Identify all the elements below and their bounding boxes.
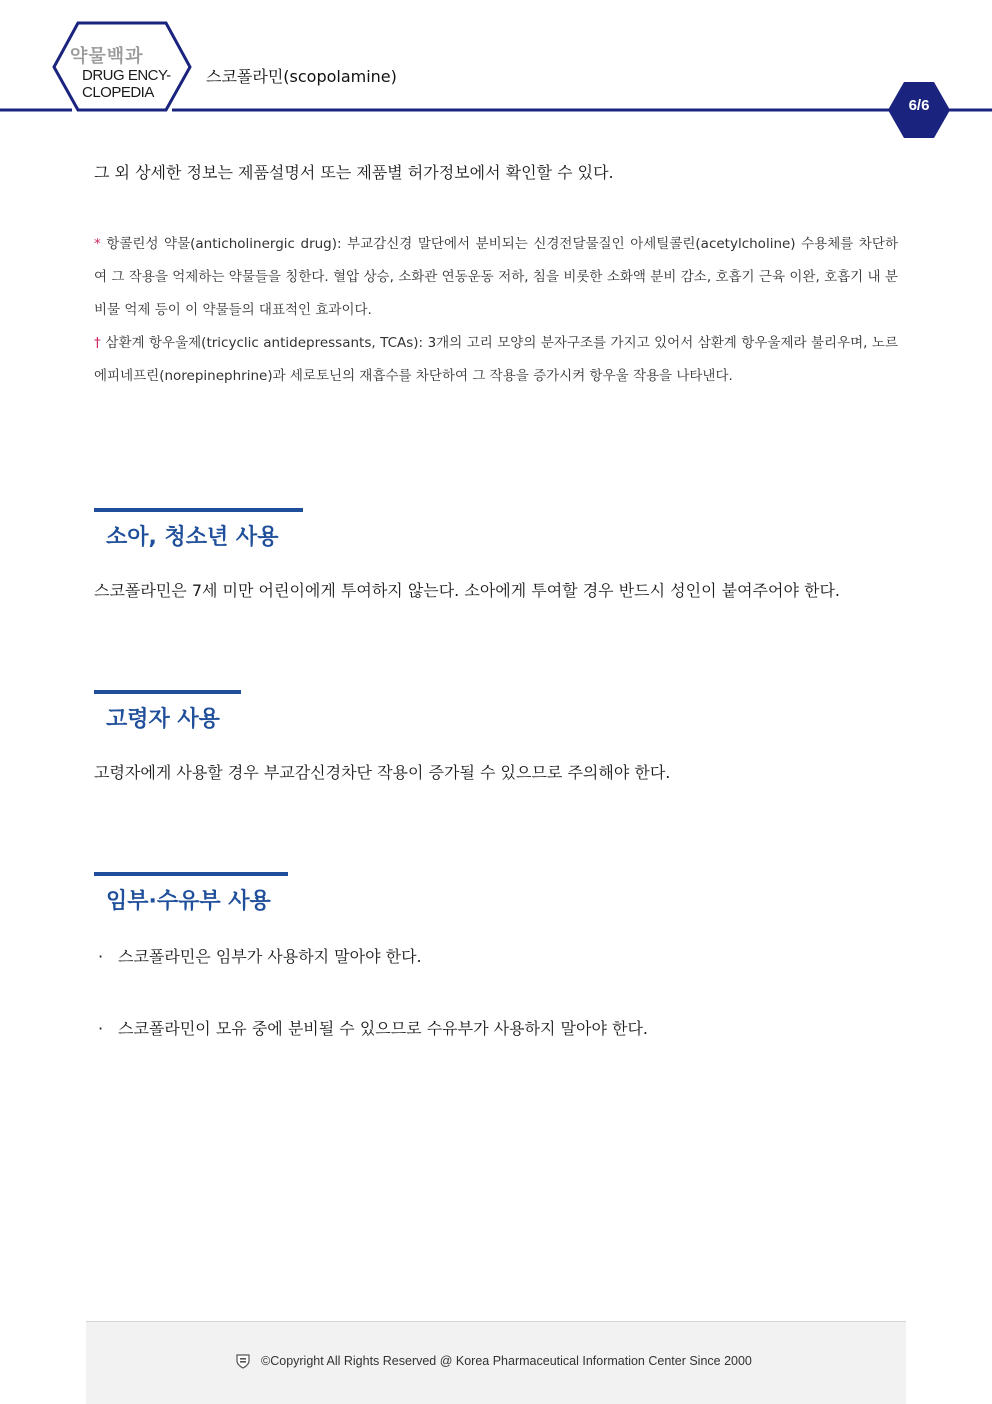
list-item-text: 스코폴라민은 임부가 사용하지 말아야 한다.: [118, 947, 422, 966]
footnote-text: 항콜린성 약물(anticholinergic drug): 부교감신경 말단에서 분비되는 신경전달물질인 아세틸콜린(acetylcholine) 수용체를 차단하여 그 작용을 억제하는 약물들을 칭한다. 혈압 상승, 소화관 연동운동 저하, 침을 비롯한 소화액 분비 감소, 호흡기 근육 이완, 호흡기 내 분비물 억제 등이 이 약물들의 대표적인 효과이다.: [94, 236, 898, 318]
footnote-mark-asterisk: *: [94, 236, 101, 252]
logo-english-line2: CLOPEDIA: [82, 84, 154, 101]
document-title: 스코폴라민(scopolamine): [206, 67, 397, 86]
footnote-tca: [94, 327, 898, 393]
section-title-elderly: 고령자 사용: [106, 707, 220, 732]
logo-korean: 약물백과: [70, 46, 144, 67]
logo-english: [82, 67, 182, 101]
logo-english-line1: DRUG ENCY-: [82, 67, 171, 84]
emblem-icon: [235, 1353, 251, 1369]
copyright-text: ©Copyright All Rights Reserved @ Korea Pharmaceutical Information Center Since 2000: [261, 1354, 752, 1368]
footnote-mark-dagger: †: [94, 335, 101, 351]
footnote-anticholinergic: [94, 228, 898, 327]
footnote-text: 삼환계 항우울제(tricyclic antidepressants, TCAs): 3개의 고리 모양의 분자구조를 가지고 있어서 삼환계 항우울제라 불리우며, 노르에피네프린(norepinephrine)과 세로토닌의 재흡수를 차단하여 그 작용을 증가시켜 항우울 작용을 나타낸다.: [94, 335, 899, 384]
page-number: 6/6: [908, 97, 930, 114]
intro-paragraph: 그 외 상세한 정보는 제품설명서 또는 제품별 허가정보에서 확인할 수 있다.: [94, 163, 614, 182]
bullet-dot: ·: [98, 1019, 104, 1038]
section-bar: [94, 690, 241, 694]
list-item: [98, 944, 422, 967]
bullet-dot: ·: [98, 947, 104, 966]
section-title-pediatric: 소아, 청소년 사용: [106, 525, 279, 550]
section-bar: [94, 872, 288, 876]
section-bar: [94, 508, 303, 512]
list-item-text: 스코폴라민이 모유 중에 분비될 수 있으므로 수유부가 사용하지 말아야 한다.: [118, 1019, 648, 1038]
pediatric-paragraph: 스코폴라민은 7세 미만 어린이에게 투여하지 않는다. 소아에게 투여할 경우 반드시 성인이 붙여주어야 한다.: [94, 581, 840, 600]
section-title-pregnancy: 임부·수유부 사용: [106, 889, 271, 914]
elderly-paragraph: 고령자에게 사용할 경우 부교감신경차단 작용이 증가될 수 있으므로 주의해야 한다.: [94, 763, 671, 782]
list-item: [98, 1016, 648, 1039]
